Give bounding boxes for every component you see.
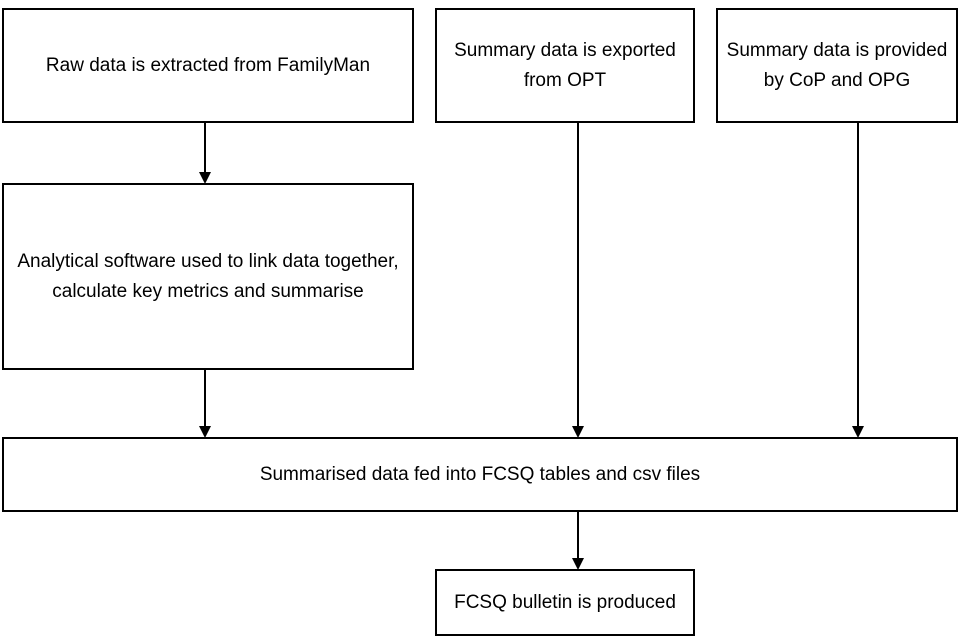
node-analytical-software-label: Analytical software used to link data together, calculate key metrics and summarise [17, 251, 399, 302]
node-fcsq-bulletin [435, 569, 695, 636]
node-analytical-software [2, 183, 414, 370]
arrow-raw-to-analytical [196, 123, 214, 185]
node-summary-opt [435, 8, 695, 123]
node-fcsq-bulletin-label: FCSQ bulletin is produced [454, 591, 676, 613]
arrow-opt-to-summarised [569, 123, 587, 439]
arrow-summarised-to-bulletin [569, 512, 587, 571]
node-summary-opt-label: Summary data is exported from OPT [454, 40, 676, 91]
arrow-analytical-to-summarised [196, 370, 214, 439]
node-summarised-data [2, 437, 958, 512]
node-raw-data [2, 8, 414, 123]
node-summarised-data-label: Summarised data fed into FCSQ tables and csv files [259, 463, 701, 485]
node-raw-data-label: Raw data is extracted from FamilyMan [45, 54, 371, 76]
arrow-cop-opg-to-summarised [849, 123, 867, 439]
node-summary-cop-opg-label: Summary data is provided by CoP and OPG [726, 40, 948, 91]
node-summary-cop-opg [716, 8, 958, 123]
